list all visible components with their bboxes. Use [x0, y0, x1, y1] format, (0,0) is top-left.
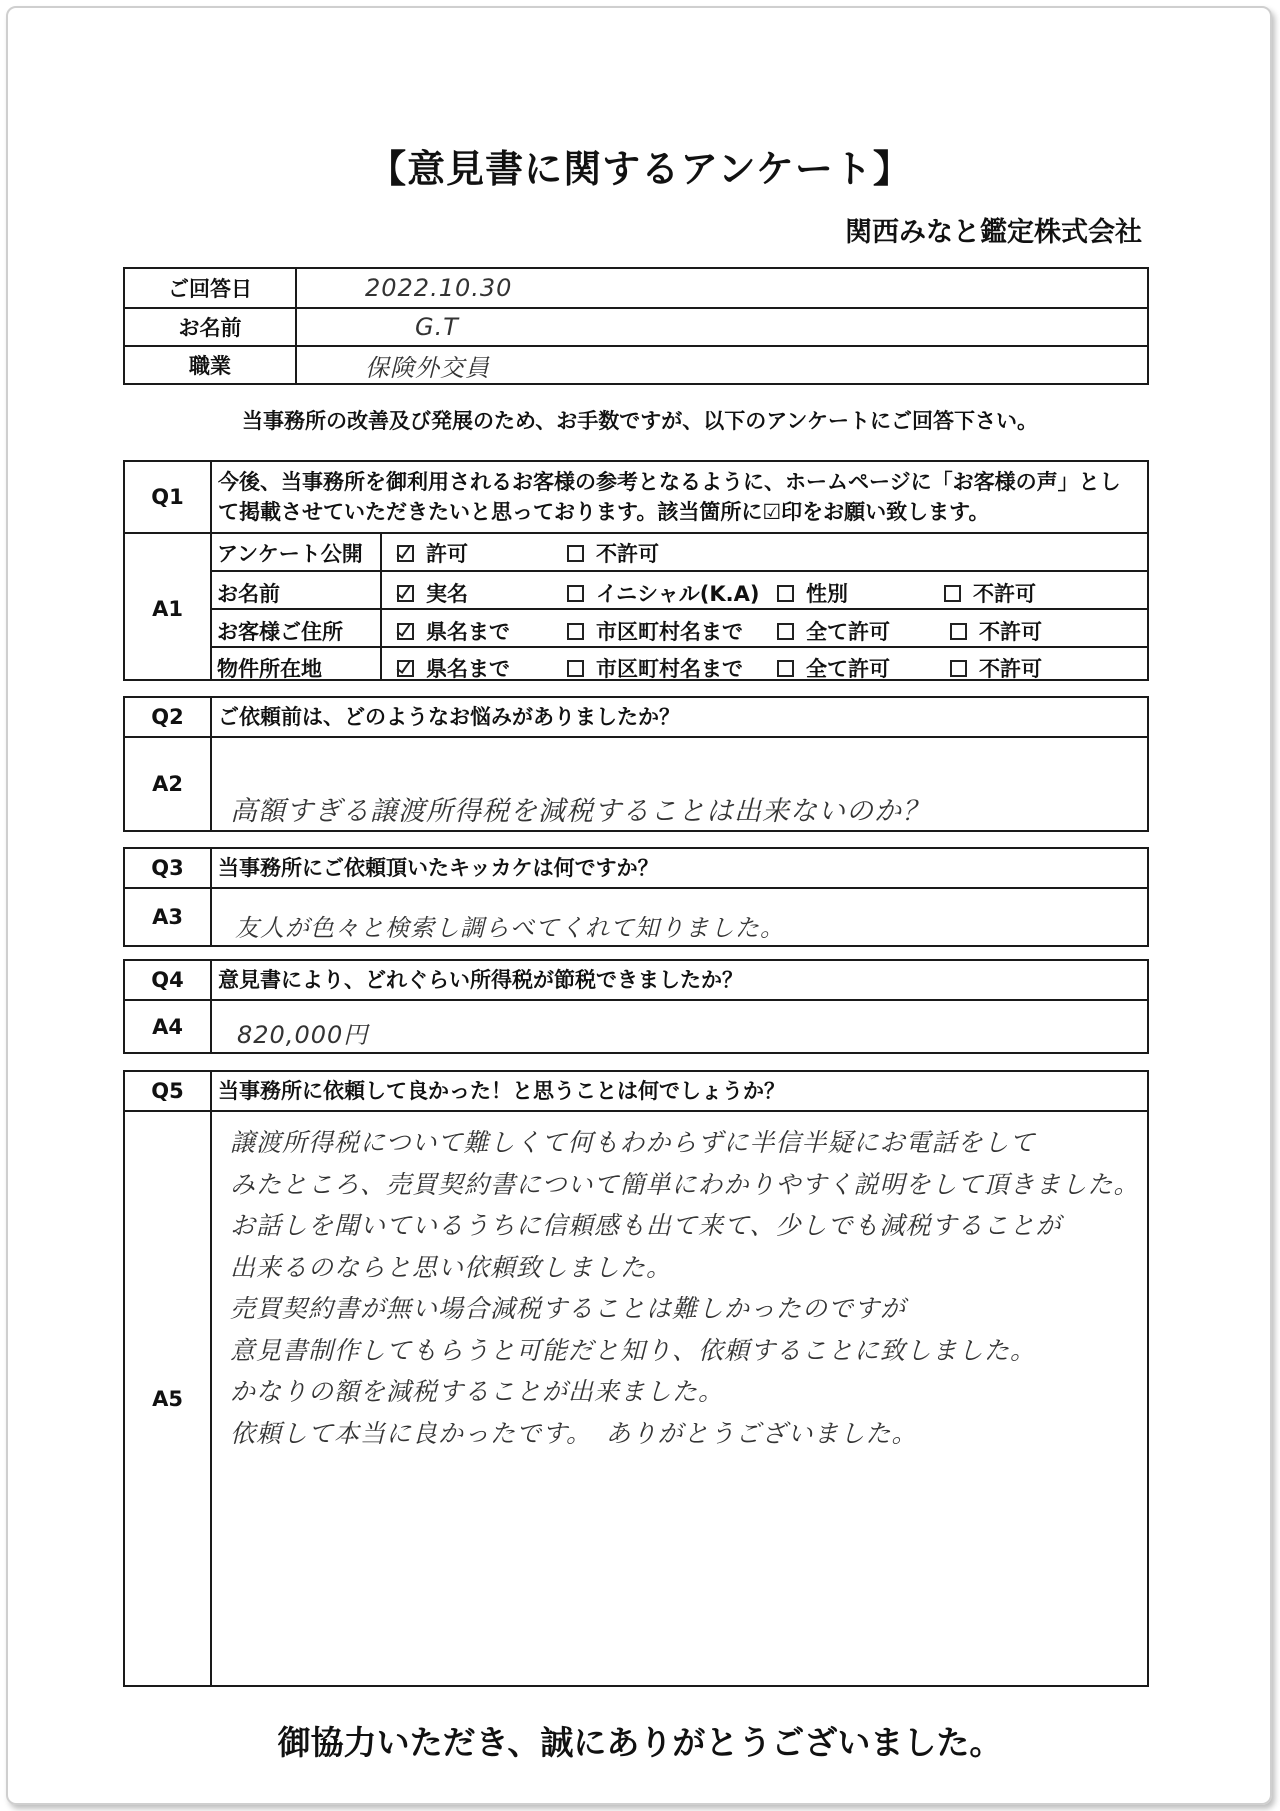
name-initial-checkbox[interactable]	[567, 578, 759, 608]
option-label: 県名まで	[426, 620, 510, 644]
a5-line: 意見書制作してもらうと可能だと知り、依頼することに致しました。	[230, 1335, 1037, 1365]
a1-row-address	[212, 608, 1147, 646]
checkbox-checked-icon	[397, 623, 414, 640]
a5-line: みたところ、売買契約書について簡単にわかりやすく説明をして頂きました。	[230, 1169, 1140, 1199]
checkbox-icon	[567, 660, 584, 677]
q5-question: 当事務所に依頼して良かった！と思うことは何でしょうか？	[218, 1079, 785, 1103]
a3-label: A3	[152, 905, 183, 929]
info-table	[123, 267, 1149, 385]
a5-line: 依頼して本当に良かったです。 ありがとうございました。	[230, 1418, 918, 1448]
q2-table	[123, 696, 1149, 832]
q3-label: Q3	[151, 856, 184, 880]
checkbox-icon	[950, 660, 967, 677]
job-value: 保険外交員	[365, 353, 490, 382]
option-label: 全て許可	[806, 620, 890, 644]
page-title: 【意見書に関するアンケート】	[368, 147, 912, 191]
address-all-checkbox[interactable]	[777, 616, 890, 646]
option-label: 不許可	[596, 542, 659, 566]
checkbox-checked-icon	[397, 585, 414, 602]
a2-answer: 高額すぎる譲渡所得税を減税することは出来ないのか？	[230, 796, 930, 827]
q5-label: Q5	[151, 1079, 184, 1103]
option-label: 市区町村名まで	[596, 620, 743, 644]
address-pref-checkbox[interactable]	[397, 616, 510, 646]
checkbox-icon	[567, 623, 584, 640]
option-label: 不許可	[973, 582, 1036, 606]
q3-table	[123, 847, 1149, 947]
q5-table	[123, 1070, 1149, 1687]
a5-answer	[212, 1112, 1147, 1685]
q4-row	[125, 961, 1147, 999]
name-gender-checkbox[interactable]	[777, 578, 848, 608]
address-deny-checkbox[interactable]	[950, 616, 1042, 646]
a1-row-label: アンケート公開	[217, 542, 363, 566]
q4-label: Q4	[151, 968, 184, 992]
property-all-checkbox[interactable]	[777, 653, 890, 683]
job-label: 職業	[189, 354, 231, 378]
q4-question: 意見書により、どれぐらい所得税が節税できましたか？	[218, 968, 743, 992]
option-label: 許可	[426, 542, 468, 566]
q5-row	[125, 1072, 1147, 1110]
checkbox-icon	[567, 585, 584, 602]
option-label: 市区町村名まで	[596, 657, 743, 681]
name-label: お名前	[178, 316, 242, 340]
q3-question: 当事務所にご依頼頂いたキッカケは何ですか？	[218, 856, 659, 880]
checkbox-icon	[777, 660, 794, 677]
q2-row	[125, 698, 1147, 736]
property-deny-checkbox[interactable]	[950, 653, 1042, 683]
checkbox-icon	[777, 623, 794, 640]
q2-question: ご依頼前は、どのようなお悩みがありましたか？	[218, 705, 680, 729]
name-deny-checkbox[interactable]	[944, 578, 1036, 608]
info-row-job	[125, 345, 1147, 383]
a1-options	[212, 532, 1147, 679]
q1-question	[212, 462, 1147, 532]
option-label: 実名	[426, 582, 468, 606]
a5-line: お話しを聞いているうちに信頼感も出て来て、少しでも減税することが	[230, 1211, 1062, 1240]
q1-text-line2: て掲載させていただきたいと思っております。該当箇所に☑印をお願い致します。	[218, 500, 990, 524]
publish-allow-checkbox[interactable]	[397, 538, 468, 568]
a4-row	[125, 999, 1147, 1052]
info-row-name	[125, 307, 1147, 345]
date-label: ご回答日	[168, 277, 252, 301]
option-label: 不許可	[979, 657, 1042, 681]
q1-row	[125, 462, 1147, 532]
a5-line: かなりの額を減税することが出来ました。	[230, 1377, 725, 1406]
a3-row	[125, 887, 1147, 945]
a4-label: A4	[152, 1014, 183, 1039]
address-city-checkbox[interactable]	[567, 616, 743, 646]
company-name: 関西みなと鑑定株式会社	[845, 217, 1142, 248]
option-label: イニシャル(K.A)	[596, 582, 760, 606]
publish-deny-checkbox[interactable]	[567, 538, 659, 568]
instruction-text: 当事務所の改善及び発展のため、お手数ですが、以下のアンケートにご回答下さい。	[242, 409, 1038, 433]
a5-label: A5	[152, 1386, 183, 1411]
q1-table	[123, 460, 1149, 681]
a1-label: A1	[152, 596, 183, 621]
name-real-checkbox[interactable]	[397, 578, 468, 608]
a5-line: 売買契約書が無い場合減税することは難しかったのですが	[230, 1294, 907, 1323]
a1-row-label: お名前	[217, 582, 280, 606]
checkbox-icon	[950, 623, 967, 640]
checkbox-checked-icon	[397, 660, 414, 677]
a1-row-property	[212, 646, 1147, 679]
q1-text-line1: 今後、当事務所を御利用されるお客様の参考となるように、ホームページに「お客様の声」とし	[218, 470, 1121, 494]
checkbox-checked-icon	[397, 545, 414, 562]
property-pref-checkbox[interactable]	[397, 653, 510, 683]
a4-answer: 820,000円	[237, 1021, 369, 1049]
date-value: 2022.10.30	[365, 274, 513, 302]
a1-row-label: お客様ご住所	[217, 620, 343, 644]
a3-answer: 友人が色々と検索し調らべてくれて知りました。	[235, 914, 785, 942]
property-city-checkbox[interactable]	[567, 653, 743, 683]
q2-label: Q2	[151, 705, 184, 729]
a5-line: 出来るのならと思い依頼致しました。	[230, 1252, 673, 1282]
q4-table	[123, 959, 1149, 1054]
a5-line: 譲渡所得税について難しくて何もわからずに半信半疑にお電話をして	[230, 1128, 1036, 1157]
q1-label: Q1	[151, 485, 184, 509]
info-row-date	[125, 269, 1147, 307]
a1-row-publish	[212, 532, 1147, 570]
a5-row	[125, 1110, 1147, 1685]
q3-row	[125, 849, 1147, 887]
checkbox-icon	[567, 545, 584, 562]
option-label: 不許可	[979, 620, 1042, 644]
a1-row-name	[212, 570, 1147, 608]
a2-row	[125, 736, 1147, 830]
checkbox-icon	[777, 585, 794, 602]
option-label: 全て許可	[806, 657, 890, 681]
option-label: 県名まで	[426, 657, 510, 681]
a1-row-label: 物件所在地	[217, 657, 322, 681]
checkbox-icon	[944, 585, 961, 602]
option-label: 性別	[806, 582, 848, 606]
footer-thanks: 御協力いただき、誠にありがとうございました。	[277, 1723, 1003, 1762]
name-value: G.T	[415, 313, 459, 341]
a2-label: A2	[152, 772, 183, 796]
